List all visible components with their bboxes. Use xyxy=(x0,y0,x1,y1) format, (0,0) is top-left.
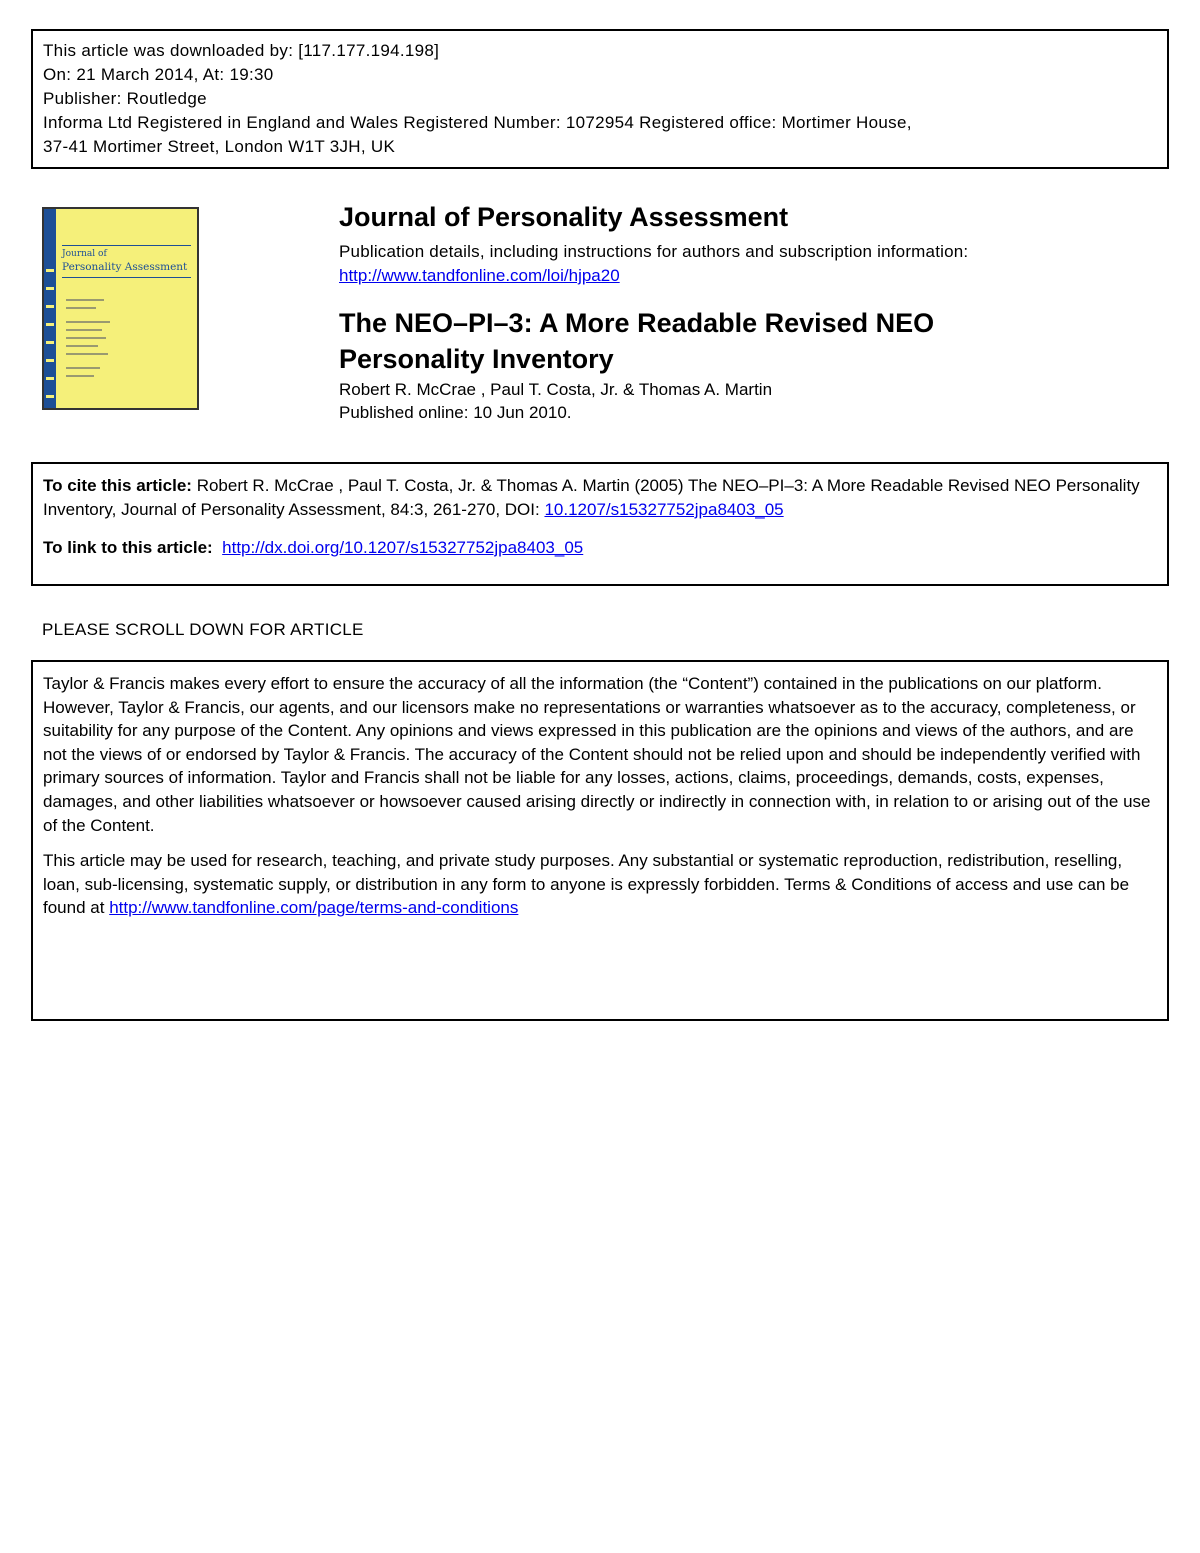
cover-title-line2: Personality Assessment xyxy=(62,261,188,273)
link-paragraph xyxy=(43,536,1157,560)
cover-title-line1: Journal of xyxy=(62,249,107,259)
citation-text: Robert R. McCrae , Paul T. Costa, Jr. & Thomas A. Martin (2005) The NEO–PI–3: A More Readable Revised NEO Personality Inventory, Journal of Personality Assessment, 84:3, 261-270, DOI: xyxy=(43,476,1140,519)
publication-details: Publication details, including instructions for authors and subscription information: xyxy=(339,242,969,261)
citation-box xyxy=(31,462,1169,586)
link-label: To link to this article: xyxy=(43,538,213,557)
disclaimer-paragraph: Taylor & Francis makes every effort to ensure the accuracy of all the information (the “Content”) contained in the publications on our platform. However, Taylor & Francis, our agents, and our licensors make no representations or warranties whatsoever as to the accuracy, completeness, or suitability for any purpose of the Content. Any opinions and views expressed in this publication are the opinions and views of the authors, and are not the views of or endorsed by Taylor & Francis. The accuracy of the Content should not be relied upon and should be independently verified with primary sources of information. Taylor and Francis shall not be liable for any losses, actions, claims, proceedings, demands, costs, expenses, damages, and other liabilities whatsoever or howsoever caused arising directly or indirectly in connection with, in relation to or arising out of the use of the Content. xyxy=(43,674,1151,835)
scroll-notice: PLEASE SCROLL DOWN FOR ARTICLE xyxy=(42,620,364,639)
journal-title: Journal of Personality Assessment xyxy=(339,202,789,232)
download-info-box xyxy=(31,29,1169,169)
journal-url-link[interactable]: http://www.tandfonline.com/loi/hjpa20 xyxy=(339,266,620,285)
cite-label: To cite this article: xyxy=(43,476,192,495)
published-date: Published online: 10 Jun 2010. xyxy=(339,403,572,422)
usage-paragraph xyxy=(43,849,1157,920)
journal-cover-image xyxy=(42,207,199,410)
article-title: The NEO–PI–3: A More Readable Revised NEO Personality Inventory xyxy=(339,308,935,374)
citation-paragraph xyxy=(43,474,1157,522)
download-date-line: On: 21 March 2014, At: 19:30 xyxy=(43,65,274,84)
disclaimer-box xyxy=(31,660,1169,1021)
cover-spine xyxy=(44,209,56,408)
publisher-line: Publisher: Routledge xyxy=(43,89,207,108)
terms-and-conditions-link[interactable]: http://www.tandfonline.com/page/terms-and-conditions xyxy=(109,898,519,918)
article-authors: Robert R. McCrae , Paul T. Costa, Jr. & Thomas A. Martin xyxy=(339,380,773,399)
article-doi-url-link[interactable]: http://dx.doi.org/10.1207/s15327752jpa8403_05 xyxy=(222,538,584,557)
registration-line: Informa Ltd Registered in England and Wales Registered Number: 1072954 Registered office: Mortimer House, xyxy=(43,113,912,132)
usage-text: This article may be used for research, teaching, and private study purposes. Any substantial or systematic reproduction, redistribution, reselling, loan, sub-licensing, systematic supply, or distribution in any form to anyone is expressly forbidden. Terms & Conditions of access and use can be found at xyxy=(43,851,1130,918)
address-line: 37-41 Mortimer Street, London W1T 3JH, UK xyxy=(43,137,396,156)
download-line: This article was downloaded by: [117.177.194.198] xyxy=(43,41,440,60)
doi-link[interactable]: 10.1207/s15327752jpa8403_05 xyxy=(544,500,784,519)
